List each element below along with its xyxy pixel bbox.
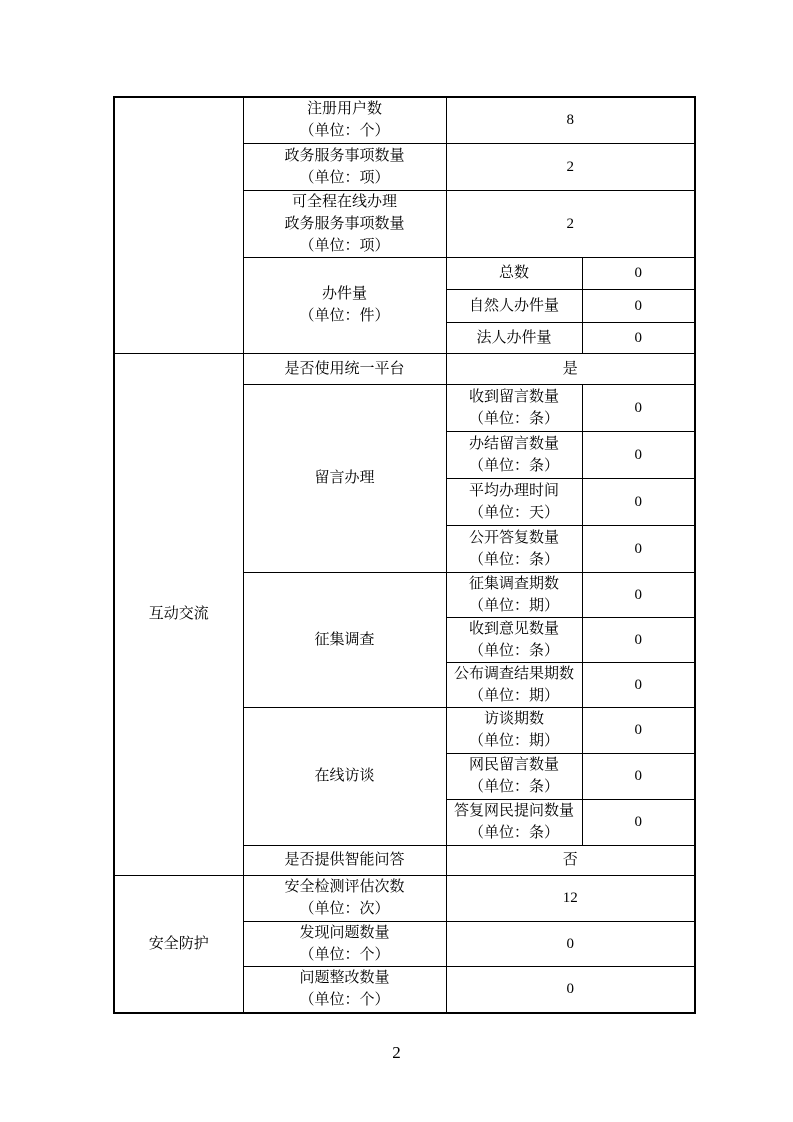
- metric-name: 公开答复数量: [468, 529, 559, 546]
- cell-category-security: 安全防护: [114, 875, 243, 1013]
- table-row: [114, 97, 695, 143]
- table-row: [114, 875, 695, 921]
- metric-name: 公布调查结果期数: [453, 665, 574, 682]
- cell-category-interaction: 互动交流: [114, 353, 243, 875]
- cell-survey-periods-value: 0: [582, 572, 695, 617]
- cell-category-continued: [114, 97, 243, 353]
- metric-unit: （单位：件）: [299, 308, 390, 324]
- metric-unit: （单位：条）: [468, 825, 559, 841]
- page-number: 2: [392, 1043, 401, 1062]
- table-row: [114, 353, 695, 384]
- cell-problems-fixed-value: 0: [446, 966, 695, 1013]
- metric-unit: （单位：项）: [299, 237, 390, 254]
- cell-online-service-items-label: [243, 190, 446, 257]
- cell-service-items-value: 2: [446, 143, 695, 190]
- cell-replies-to-questions-value: 0: [582, 799, 695, 845]
- cell-survey-periods-label: [446, 572, 582, 617]
- cell-registered-users-label: [243, 97, 446, 143]
- metric-name: 网民留言数量: [468, 757, 559, 773]
- cell-registered-users-value: 8: [446, 97, 695, 143]
- cell-public-replies-label: [446, 525, 582, 572]
- metric-unit: （单位：个）: [299, 992, 390, 1009]
- cell-opinions-received-value: 0: [582, 617, 695, 662]
- metric-name: 收到留言数量: [468, 388, 559, 405]
- metric-unit: （单位：天）: [468, 504, 559, 521]
- metric-name: 问题整改数量: [299, 970, 390, 987]
- cell-messages-received-label: [446, 384, 582, 431]
- metric-name: 访谈期数: [483, 711, 544, 727]
- cell-messages-completed-label: [446, 431, 582, 478]
- cell-results-published-label: [446, 662, 582, 707]
- metric-name: 可全程在线办理: [291, 193, 397, 210]
- metric-name: 政务服务事项数量: [284, 147, 405, 164]
- cell-problems-fixed-label: [243, 966, 446, 1013]
- metric-unit: （单位：个）: [299, 123, 390, 140]
- cell-case-natural-person-value: 0: [582, 289, 695, 322]
- metric-unit: （单位：条）: [468, 410, 559, 427]
- metric-name: 征集调查期数: [468, 575, 559, 592]
- cell-interview-periods-value: 0: [582, 707, 695, 753]
- metric-name: 收到意见数量: [468, 620, 559, 637]
- metric-unit: （单位：项）: [299, 169, 390, 186]
- metric-unit: （单位：期）: [468, 597, 559, 614]
- cell-security-checks-label: [243, 875, 446, 921]
- metric-name: 发现问题数量: [299, 924, 390, 941]
- cell-service-items-label: [243, 143, 446, 190]
- cell-replies-to-questions-label: [446, 799, 582, 845]
- cell-message-handling-label: 留言办理: [243, 384, 446, 572]
- cell-avg-handling-time-label: [446, 478, 582, 525]
- cell-problems-found-label: [243, 921, 446, 966]
- cell-interview-periods-label: [446, 707, 582, 753]
- cell-problems-found-value: 0: [446, 921, 695, 966]
- cell-netizen-messages-value: 0: [582, 753, 695, 799]
- cell-case-natural-person-label: 自然人办件量: [446, 289, 582, 322]
- metric-name: 安全检测评估次数: [284, 879, 405, 895]
- metric-unit: （单位：期）: [468, 733, 559, 749]
- cell-unified-platform-value: 是: [446, 353, 695, 384]
- cell-results-published-value: 0: [582, 662, 695, 707]
- metric-unit: （单位：条）: [468, 779, 559, 795]
- cell-messages-completed-value: 0: [582, 431, 695, 478]
- metric-unit: （单位：条）: [468, 457, 559, 474]
- metric-name: 注册用户数: [306, 101, 382, 118]
- cell-smart-qa-value: 否: [446, 845, 695, 875]
- metric-name: 平均办理时间: [468, 482, 559, 499]
- metric-name: 答复网民提问数量: [453, 803, 574, 819]
- metric-name: 办件量: [321, 286, 367, 302]
- cell-case-total-label: 总数: [446, 257, 582, 289]
- metric-unit: （单位：次）: [299, 901, 390, 917]
- cell-surveys-label: 征集调查: [243, 572, 446, 707]
- cell-security-checks-value: 12: [446, 875, 695, 921]
- metric-name: 政务服务事项数量: [284, 215, 405, 232]
- cell-case-total-value: 0: [582, 257, 695, 289]
- cell-opinions-received-label: [446, 617, 582, 662]
- metric-unit: （单位：条）: [468, 642, 559, 659]
- government-website-report-table: [113, 96, 696, 1014]
- cell-case-legal-person-value: 0: [582, 322, 695, 353]
- metric-unit: （单位：期）: [468, 687, 559, 704]
- cell-case-legal-person-label: 法人办件量: [446, 322, 582, 353]
- cell-public-replies-value: 0: [582, 525, 695, 572]
- cell-unified-platform-label: 是否使用统一平台: [243, 353, 446, 384]
- cell-case-volume-label: [243, 257, 446, 353]
- metric-unit: （单位：个）: [299, 946, 390, 963]
- cell-avg-handling-time-value: 0: [582, 478, 695, 525]
- cell-online-interviews-label: 在线访谈: [243, 707, 446, 845]
- cell-messages-received-value: 0: [582, 384, 695, 431]
- metric-name: 办结留言数量: [468, 435, 559, 452]
- cell-online-service-items-value: 2: [446, 190, 695, 257]
- cell-netizen-messages-label: [446, 753, 582, 799]
- cell-smart-qa-label: 是否提供智能问答: [243, 845, 446, 875]
- metric-unit: （单位：条）: [468, 551, 559, 568]
